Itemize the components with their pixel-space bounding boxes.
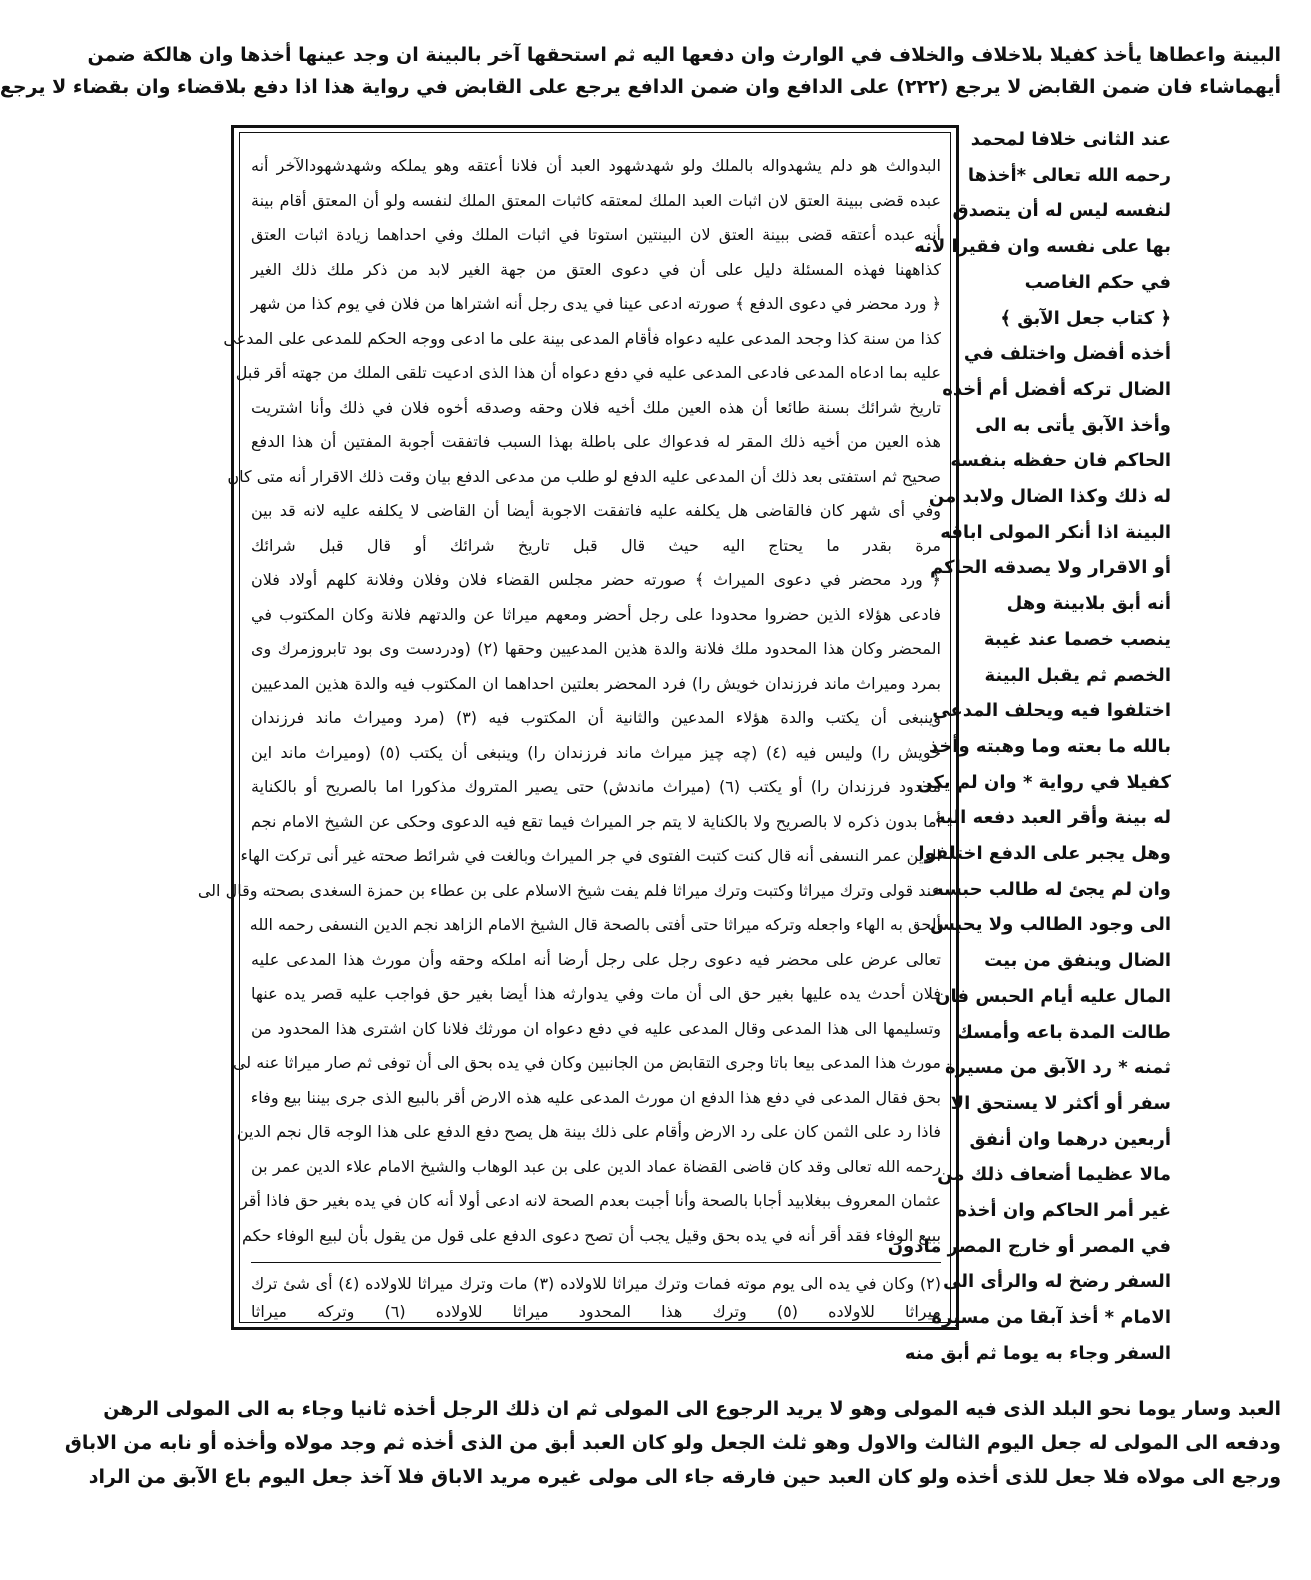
margin-line: البينة اذا أنكر المولى اباقه	[940, 521, 1171, 543]
main-line: صحيح ثم استفتى بعد ذلك أن المدعى عليه الدفع لو طلب من مدعى الدفع بيان وقت ذلك الاقرار أنه متى كان	[227, 466, 941, 486]
main-line: ببيع الوفاء فقد أقر أنه في يده بحق وقيل يجب أن تصح دعوى الدفع على قول من يقول بأن لبيع الوفاء حكم	[242, 1225, 941, 1245]
margin-line: في حكم الغاصب	[1024, 271, 1171, 293]
margin-line: عند الثانى خلافا لمحمد	[970, 129, 1171, 150]
main-line: هذه العين من أخيه ذلك المقر له فدعواك على باطلة بهذا السبب فاتفقت أجوبة المفتين أن هذا الدفع	[251, 432, 941, 451]
main-line: عثمان المعروف ببغلابيد أجابا بالصحة وأنا أجبت بعدم الصحة لانه ادعى أولا أنه كان في يده بغير حق فاذا أقر	[240, 1191, 941, 1210]
main-line: فاذا رد على الثمن كان على رد الارض وأقام على ذلك بينة هل يصح دفع الدفع على هذا الوجه قال نجم الدين	[236, 1122, 941, 1141]
margin-line: غير أمر الحاكم وان أخذه	[956, 1200, 1171, 1221]
main-line: ألحق به الهاء واجعله وتركه ميراثا حتى أفتى بالصحة قال الشيخ الامام الزاهد نجم الدين النسفى رحمه الله	[249, 915, 941, 934]
margin-line: السفر رضخ له والرأى الى	[943, 1271, 1171, 1293]
margin-line: اختلفوا فيه ويحلف المدعى	[932, 700, 1171, 722]
main-line: محدود فرزندان را) أو يكتب (٦) (ميراث ماندش) حتى يصير المتروك مذكورا اما بالصريح أو بالكناية	[251, 777, 942, 796]
main-line: رحمه الله تعالى وقد كان قاضى القضاة عماد الدين على بن عبد الوهاب والشيخ الامام علاء الدين عمر بن	[251, 1156, 941, 1176]
main-line: المحضر وكان هذا المحدود ملك فلانة والدة هذين المدعيين وحقها (٢) (ودردست وى بود تابروزمرك وى	[251, 639, 941, 658]
main-line: وفي أى شهر كان فالقاضى هل يكلفه عليه فاتفقت الاجوبة أيضا أن القاضى لا يكلفه عليه لانه قد بين	[251, 501, 941, 520]
margin-line: الامام * أخذ آبقا من مسيرة	[931, 1307, 1171, 1329]
margin-line: أربعين درهما وان أنفق	[969, 1128, 1171, 1150]
margin-line: السفر وجاء به يوما ثم أبق منه	[904, 1342, 1171, 1364]
main-line: وتسليمها الى هذا المدعى وقال المدعى عليه في دفع دعواه ان مورثك فلانا كان اشترى هذا المحدود من	[251, 1018, 941, 1038]
margin-line: كفيلا في رواية * وان لم يكن	[917, 771, 1171, 793]
main-line: كذا من سنة كذا وجحد المدعى عليه دعواه فأقام المدعى بينة على ما ادعى ووجه الحكم للمدعى على المدعى	[223, 328, 941, 348]
margin-line: وان لم يجئ له طالب حبسه	[933, 878, 1171, 900]
bottom-line: العبد وسار يوما نحو البلد الذى فيه المولى وهو لا يريد الرجوع الى المولى ثم ان ذلك الرجل أخذه ثانيا وجاء به الى المولى الرهن	[103, 1398, 1281, 1420]
bottom-line: ورجع الى مولاه فلا جعل للذى أخذه ولو كان العبد حين فارقه جاء الى مولى غيره مريد الاباق فلا آخذ جعل اليوم باع الآبق من الراد	[88, 1466, 1281, 1488]
main-line: أنه عبده أعتقه قضى ببينة العتق لان البينتين استوتا في اثبات الملك وفي احداهما زيادة اثبات العتق	[251, 225, 941, 244]
margin-line: في المصر أو خارج المصر مادون	[887, 1235, 1171, 1257]
main-line: عند قولى وترك ميراثا وكتبت وترك ميراثا فلم يفت شيخ الاسلام على بن عطاء بن حمزة السغدى بصحته وقال الى	[197, 880, 941, 900]
margin-line: أنه أبق بلابينة وهل	[1006, 593, 1171, 615]
margin-line: ينصب خصما عند غيبة	[983, 628, 1171, 650]
margin-line: الخصم ثم يقبل البينة	[984, 664, 1171, 686]
margin-line: طالت المدة باعه وأمسك	[956, 1021, 1171, 1043]
margin-line: الضال وينفق من بيت	[984, 950, 1171, 972]
margin-line: ثمنه * رد الآبق من مسيرة	[945, 1057, 1171, 1079]
main-line: البدوالث هو دلم يشهدواله بالملك ولو شهدشهود العبد أن فلانا أعتقه وهو يملكه وشهدشهودالآخر أنه	[251, 156, 941, 175]
margin-line: له بينة وأقر العبد دفعه اليه	[935, 807, 1171, 829]
margin-line: الضال تركه أفضل أم أخذه	[942, 378, 1171, 400]
margin-line: بالله ما بعته وما وهبته وأخذ	[928, 735, 1171, 757]
top-line: أيهماشاء فان ضمن القابض لا يرجع (٢٢٢) على الدافع وان ضمن الدافع يرجع على القابض في رواية هذا اذا دفع بلاقضاء وان بقضاء لا يرجع	[0, 76, 1281, 98]
margin-line: المال عليه أيام الحبس فان	[935, 985, 1171, 1007]
margin-line: له ذلك وكذا الضال ولابد من	[928, 486, 1171, 507]
main-line: كذاههنا فهذه المسئلة دليل على أن في دعوى العتق من جهة الغير لابد من ذكر ملك ذلك الغير	[251, 259, 941, 279]
main-line: فلان أحدث يده عليها بغير حق الى أن مات وفي يدوارثه هذا أيضا بغير حق فواجب عليه قصر يده عنها	[251, 984, 941, 1003]
footnote-separator	[251, 1262, 941, 1263]
main-line: بمرد وميراث ماند فرزندان خويش را) فرد المحضر بعلتين احداهما ان المكتوب فيه والدة هذين المدعيين	[251, 673, 941, 693]
main-line: عليه بما ادعاه المدعى فادعى المدعى عليه في دفع دعواه أن هذا الذى ادعيت تلقى الملك من جهته أقر قبل	[235, 363, 941, 382]
main-line: أما بدون ذكره لا بالصريح ولا بالكناية لا يتم جر الميراث فيما تقع فيه الدعوى وحكى عن الشيخ الامام نجم	[251, 811, 941, 831]
main-line: مرة بقدر ما يحتاج اليه حيث قال قبل تاريخ شرائك أو قال قبل شرائك	[251, 535, 941, 555]
main-line: مورث هذا المدعى بيعا باتا وجرى التقابض من الجانبين وكان في يده بحق الى أن توفى ثم صار ميراثا عنه لى	[232, 1053, 941, 1072]
main-line: ﴿ ورد محضر في دعوى الميراث ﴾ صورته حضر مجلس القضاء فلان وفلان وفلانة كلهم أولاد فلان	[251, 570, 941, 589]
margin-line: وأخذ الآبق يأتى به الى	[975, 414, 1171, 436]
bottom-line: ودفعه الى المولى له جعل اليوم الثالث والاول وهو ثلث الجعل ولو كان العبد أبق من الذى أخذه ثم وجد مولاه وأخذه أو نابه من الاباق	[64, 1432, 1281, 1454]
main-line: فادعى هؤلاء الذين حضروا محدودا على رجل أحضر ومعهم ميراثا عن والدتهم فلانة وكان المكتوب في	[251, 604, 941, 624]
main-line: عبده قضى ببينة العتق لان اثبات العبد الملك لمعتقه كاثبات المعتق الملك لنفسه ولو أن المعتق أقام بينة	[251, 190, 941, 210]
margin-line: سفر أو أكثر لا يستحق الا	[950, 1092, 1171, 1114]
margin-line: أو الاقرار ولا يصدقه الحاكم	[930, 557, 1171, 579]
margin-line: لنفسه ليس له أن يتصدق	[952, 200, 1171, 222]
margin-line: رحمه الله تعالى *أخذها	[967, 164, 1171, 186]
main-line: خويش را) وليس فيه (٤) (چه چيز ميراث ماند فرزندان را) وينبغى أن يكتب (٥) (وميراث ماند اين	[251, 742, 942, 762]
margin-line: بها على نفسه وان فقيرا لانه	[914, 236, 1171, 258]
margin-line: وهل يجبر على الدفع اختلفوا	[918, 843, 1171, 864]
footnote-line: (٢) وكان في يده الى يوم موته فمات وترك ميراثا للاولاده (٣) مات وترك ميراثا للاولاده (٤) أى شئ ترك	[251, 1274, 941, 1293]
main-line: تاريخ شرائك بسنة طائعا أن هذه العين ملك أخيه فلان وحقه وصدقه أخوه فلان في ذلك وأنا اشتريت	[251, 397, 941, 417]
margin-line: الى وجود الطالب ولا يحبس	[929, 914, 1171, 936]
margin-line: أخذه أفضل واختلف في	[963, 343, 1171, 365]
margin-line: ﴿ كتاب جعل الآبق ﴾	[1000, 307, 1171, 329]
main-line: الدين عمر النسفى أنه قال كنت كتبت الفتوى في جر الميراث وبالغت في شرائط صحته غير أنى تركت الهاء	[240, 846, 941, 865]
main-line: تعالى عرض على محضر فيه دعوى رجل على رجل أرضا أنه املكه وحقه وأن مورث هذا المدعى عليه	[251, 949, 941, 969]
footnote-line: ميراثا للاولاده (٥) وترك هذا المحدود ميراثا للاولاده (٦) وتركه ميراثا	[251, 1302, 941, 1321]
main-line: وينبغى أن يكتب والدة هؤلاء المدعين والثانية أن المكتوب فيه (٣) (مرد وميراث ماند فرزندان	[251, 708, 942, 727]
main-line: ﴿ ورد محضر في دعوى الدفع ﴾ صورته ادعى عينا في يدى رجل أنه اشتراها من فلان في يوم كذا من شهر	[250, 294, 941, 313]
margin-line: مالا عظيما أضعاف ذلك من	[937, 1164, 1171, 1186]
margin-line: الحاكم فان حفظه بنفسه	[950, 450, 1171, 472]
main-line: بحق فقال المدعى في دفع هذا الدفع ان مورث المدعى عليه هذه الارض أقر بالبيع الذى جرى بيننا بيع وفاء	[250, 1087, 941, 1107]
top-line: البينة واعطاها يأخذ كفيلا بلاخلاف والخلاف في الوارث وان دفعها اليه ثم استحقها آخر بالبينة ان وجد عينها أخذها وان هالكة ضمن	[87, 44, 1281, 66]
